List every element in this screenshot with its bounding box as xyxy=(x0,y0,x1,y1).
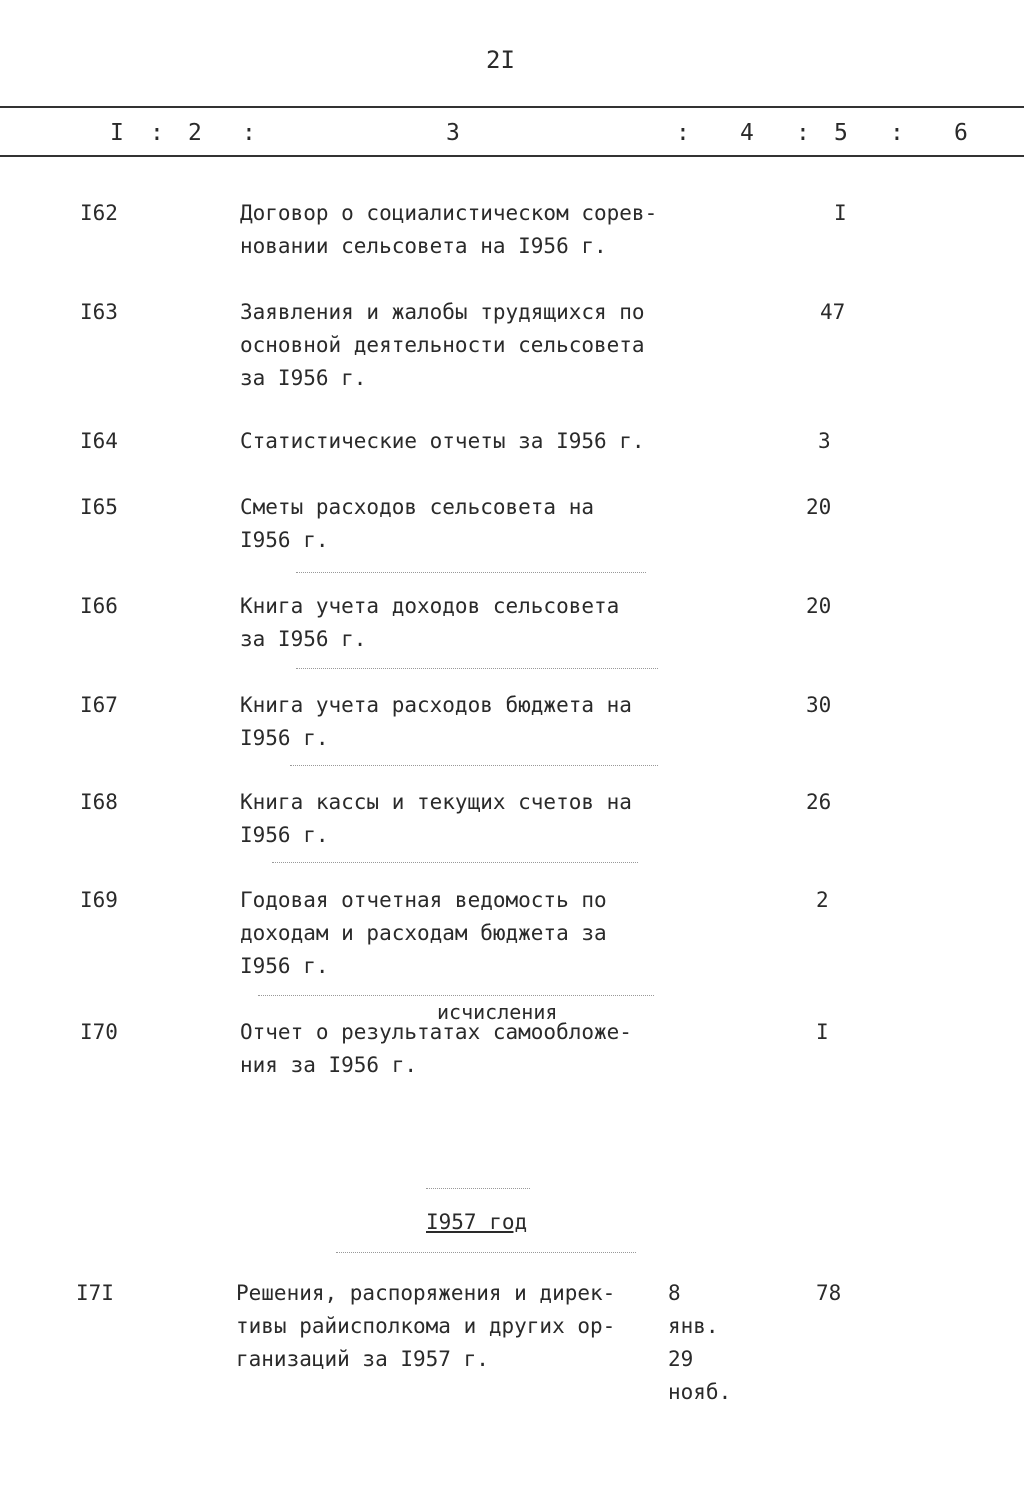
item-description: Заявления и жалобы трудящихся по основной деятельности сельсовета за I956 г. xyxy=(240,300,645,390)
item-date-range: 8 янв. 29 нояб. xyxy=(668,1281,732,1404)
column-separator: : xyxy=(890,120,904,146)
column-1-header: I xyxy=(110,120,124,146)
item-number: I64 xyxy=(80,429,118,453)
dotted-separator xyxy=(290,765,658,766)
item-number: I65 xyxy=(80,495,118,519)
column-separator: : xyxy=(150,120,164,146)
column-2-header: 2 xyxy=(188,120,202,146)
item-sheet-count: 2 xyxy=(816,888,829,912)
dotted-separator xyxy=(336,1252,636,1253)
item-description: Годовая отчетная ведомость по доходам и расходам бюджета за I956 г. xyxy=(240,888,607,978)
item-number: I70 xyxy=(80,1020,118,1044)
item-number: I62 xyxy=(80,201,118,225)
item-description: Отчет о результатах самообложе- ния за I956 г. xyxy=(240,1020,632,1077)
item-description: Книга учета расходов бюджета на I956 г. xyxy=(240,693,632,750)
page-number: 2I xyxy=(486,46,515,74)
dotted-separator xyxy=(272,862,638,863)
section-title: I957 год xyxy=(426,1210,528,1234)
dotted-separator xyxy=(296,668,658,669)
item-sheet-count: 20 xyxy=(806,495,832,519)
item-number: I68 xyxy=(80,790,118,814)
column-separator: : xyxy=(796,120,810,146)
item-sheet-count: I xyxy=(816,1020,829,1044)
item-sheet-count: 78 xyxy=(816,1281,842,1305)
item-number: I7I xyxy=(76,1281,114,1305)
dotted-separator xyxy=(296,572,646,573)
item-description: Книга кассы и текущих счетов на I956 г. xyxy=(240,790,632,847)
item-number: I63 xyxy=(80,300,118,324)
item-number: I66 xyxy=(80,594,118,618)
header-bottom-rule xyxy=(0,155,1024,157)
column-4-header: 4 xyxy=(740,120,754,146)
item-number: I69 xyxy=(80,888,118,912)
item-description: Статистические отчеты за I956 г. xyxy=(240,429,645,453)
item-description: Книга учета доходов сельсовета за I956 г. xyxy=(240,594,620,651)
column-6-header: 6 xyxy=(954,120,968,146)
column-3-header: 3 xyxy=(446,120,460,146)
column-5-header: 5 xyxy=(834,120,848,146)
item-sheet-count: 3 xyxy=(818,429,831,453)
item-number: I67 xyxy=(80,693,118,717)
handwritten-insertion: исчисления xyxy=(437,1000,558,1024)
item-sheet-count: 20 xyxy=(806,594,832,618)
item-sheet-count: 26 xyxy=(806,790,832,814)
item-sheet-count: 30 xyxy=(806,693,832,717)
item-description: Договор о социалистическом сорев- новании сельсовета на I956 г. xyxy=(240,201,658,258)
dotted-separator xyxy=(258,995,654,996)
item-description: Сметы расходов сельсовета на I956 г. xyxy=(240,495,595,552)
dotted-separator xyxy=(426,1188,530,1189)
item-sheet-count: I xyxy=(834,201,847,225)
header-top-rule xyxy=(0,106,1024,108)
column-separator: : xyxy=(676,120,690,146)
item-description: Решения, распоряжения и дирек- тивы райисполкома и других ор- ганизаций за I957 г. xyxy=(236,1281,616,1371)
item-sheet-count: 47 xyxy=(820,300,846,324)
column-separator: : xyxy=(242,120,256,146)
